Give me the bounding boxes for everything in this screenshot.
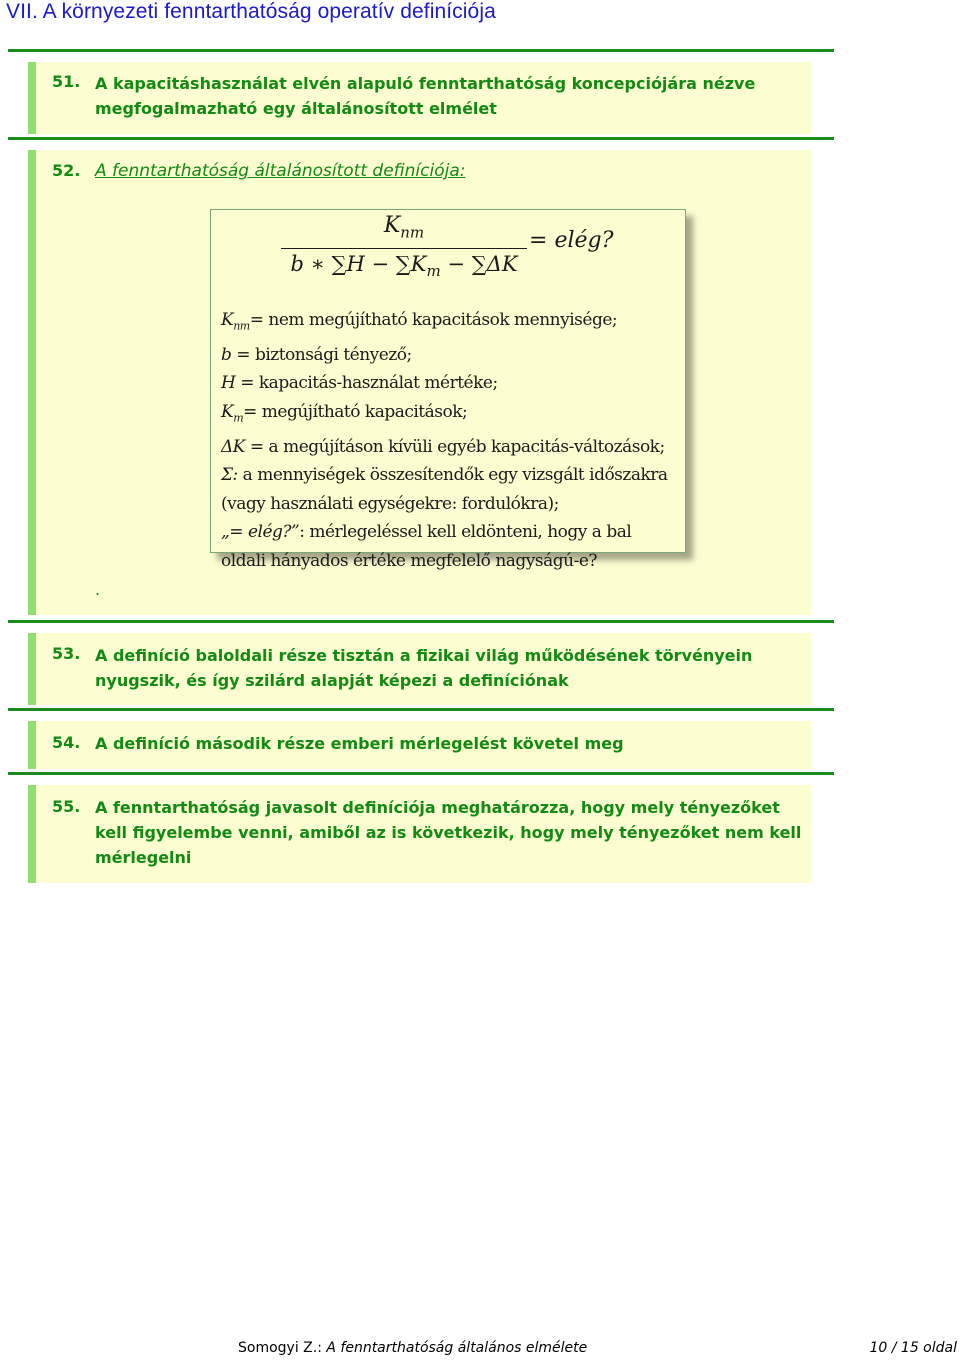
item-53 (28, 633, 811, 705)
legend-line: $K_m=$ megújítható kapacitások; (221, 401, 468, 425)
item-text: A definíció baloldali része tisztán a fizikai világ működésének törvényein nyugszik, és így szilárd alapját képezi a definíciónak (95, 646, 753, 690)
legend-line: ΔK = a megújításon kívüli egyéb kapacitás-változások; (221, 436, 665, 457)
item-number: 53. (52, 644, 81, 663)
formula-legend (221, 306, 683, 575)
fraction (281, 212, 527, 287)
chapter-title: VII. A környezeti fenntarthatóság operatív definíciója (6, 0, 496, 23)
fraction-numerator: $K_{nm}$ (281, 212, 527, 249)
item-text: A fenntarthatóság javasolt definíciója meghatározza, hogy mely tényezőket kell figyelembe venni, amiből az is következik, hogy mely tényezőket nem kell mérlegelni (95, 798, 802, 867)
section-divider (8, 620, 834, 623)
definition-heading: A fenntarthatóság általánosított definíciója: (95, 161, 466, 181)
trailing-dot: . (95, 580, 101, 599)
page-number: 10 / 15 oldal (869, 1340, 957, 1356)
legend-line: H = kapacitás-használat mértéke; (221, 373, 498, 394)
footer-author: Somogyi Z.: A fenntarthatóság általános elmélete (238, 1340, 588, 1356)
item-text: A definíció második része emberi mérlegelést követel meg (95, 734, 624, 753)
item-number: 52. (52, 161, 81, 180)
section-divider (8, 137, 834, 140)
item-51 (28, 62, 811, 134)
legend-line: „= elég?”: mérlegeléssel kell eldönteni, hogy a bal (221, 522, 632, 543)
legend-line: Σ: a mennyiségek összesítendők egy vizsgált időszakra (221, 465, 668, 486)
formula-box (210, 209, 686, 571)
item-text: A kapacitáshasználat elvén alapuló fenntarthatóság koncepciójára nézve megfogalmazható egy általánosított elmélet (95, 74, 756, 118)
item-54 (28, 721, 811, 769)
section-divider (8, 708, 834, 711)
legend-line: oldali hányados értéke megfelelő nagyságú-e? (221, 550, 597, 571)
legend-line: b = biztonsági tényező; (221, 344, 412, 365)
legend-line: (vagy használati egységekre: fordulókra); (221, 493, 559, 514)
item-number: 55. (52, 797, 81, 816)
item-number: 51. (52, 72, 81, 91)
item-55 (28, 785, 811, 883)
fraction-denominator: b ∗ $\sum H - \sum K_m - \sum\Delta K$ (290, 252, 518, 281)
formula-rhs: = elég? (529, 228, 614, 253)
section-divider (8, 772, 834, 775)
footer-work-title: A fenntarthatóság általános elmélete (326, 1340, 588, 1356)
section-divider (8, 49, 834, 52)
legend-line: $K_{nm}=$ nem megújítható kapacitások mennyisége; (221, 310, 618, 333)
item-number: 54. (52, 733, 81, 752)
